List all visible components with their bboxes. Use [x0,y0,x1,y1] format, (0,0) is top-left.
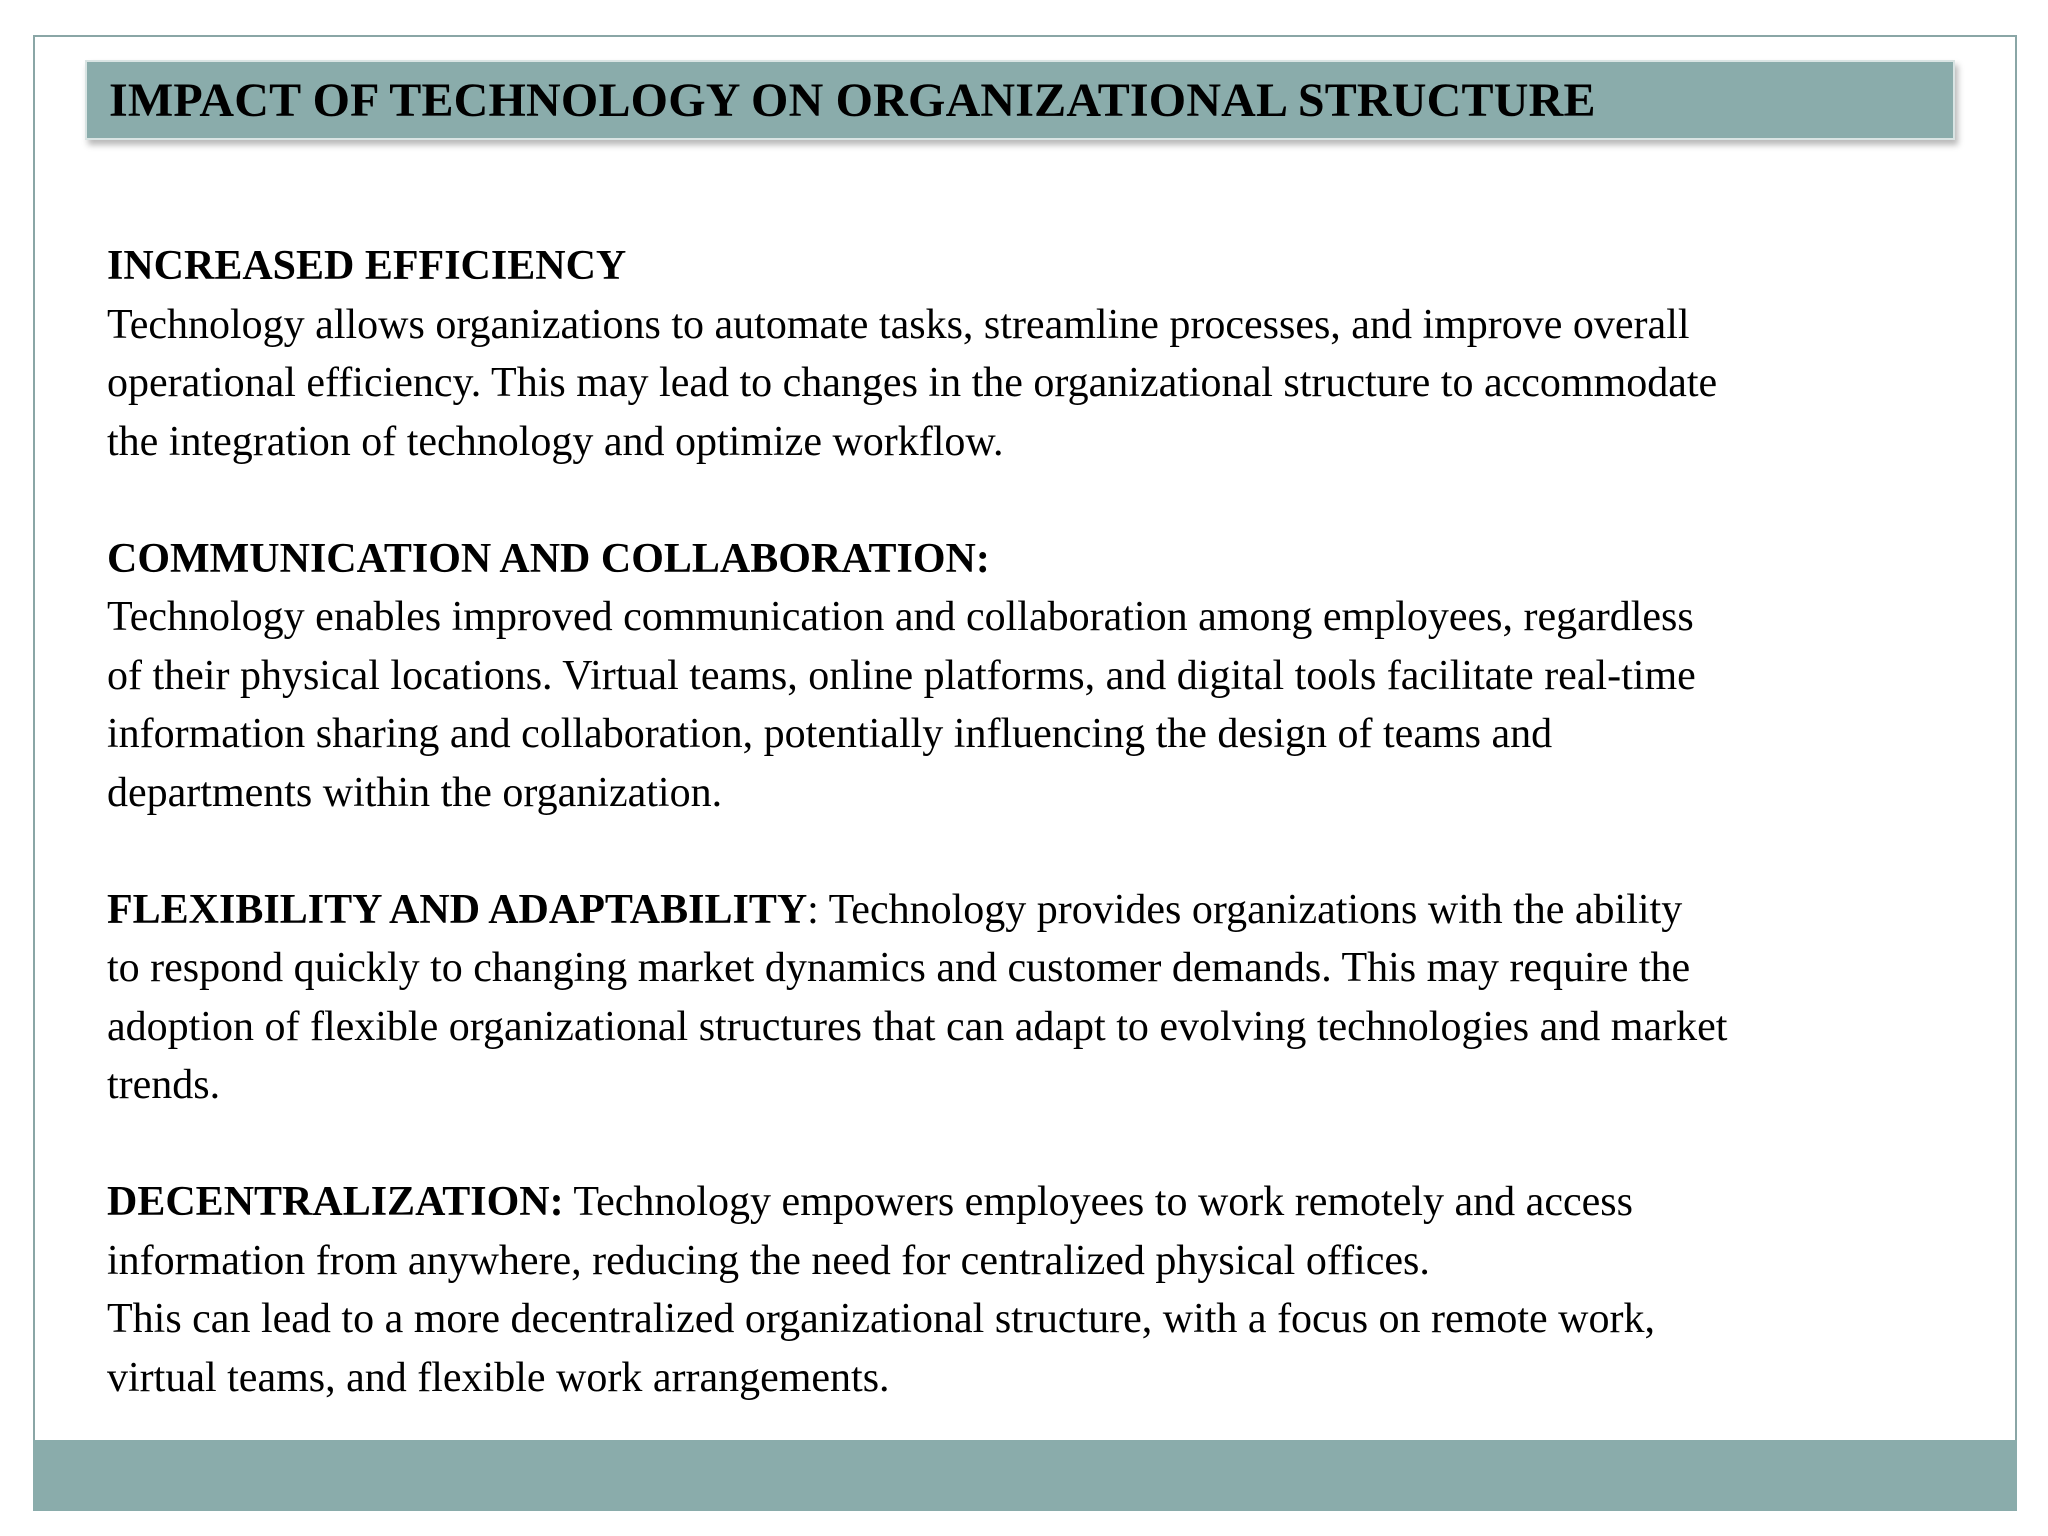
body-line: operational efficiency. This may lead to changes in the organizational structure to accommodate [107,360,1718,406]
title-bar [85,60,1955,140]
body-line: departments within the organization. [107,769,723,816]
heading-continuation: : Technology provides organizations with the ability [807,886,1683,933]
section-heading: DECENTRALIZATION: [107,1179,564,1225]
section-heading: COMMUNICATION AND COLLABORATION: [107,535,990,582]
body-line: virtual teams, and flexible work arrangements. [107,1354,890,1401]
section-heading: INCREASED EFFICIENCY [107,243,627,289]
body-line: Technology enables improved communication and collaboration among employees, regardless [107,594,1694,640]
slide-title: IMPACT OF TECHNOLOGY ON ORGANIZATIONAL STRUCTURE [109,73,1596,127]
slide-content [107,237,1987,1407]
body-line: of their physical locations. Virtual teams, online platforms, and digital tools facilitate real-time [107,652,1696,699]
body-line: information sharing and collaboration, potentially influencing the design of teams and [107,711,1553,757]
section-flexibility-adaptability [107,881,1987,1115]
body-line-first [107,881,1987,940]
footer-bar [33,1440,2017,1511]
body-line: Technology allows organizations to automate tasks, streamline processes, and improve overall [107,301,1690,348]
body-line: the integration of technology and optimize workflow. [107,418,1004,465]
body-line: to respond quickly to changing market dynamics and customer demands. This may require the [107,945,1691,991]
body-line-first [107,1173,1987,1232]
body-line: adoption of flexible organizational structures that can adapt to evolving technologies and market [107,1003,1728,1050]
section-decentralization [107,1173,1987,1407]
body-line: information from anywhere, reducing the need for centralized physical offices. [107,1237,1430,1284]
body-line: This can lead to a more decentralized organizational structure, with a focus on remote work, [107,1296,1655,1342]
section-increased-efficiency [107,237,1987,471]
heading-continuation: Technology empowers employees to work remotely and access [563,1179,1633,1225]
section-communication-collaboration [107,530,1987,823]
section-heading: FLEXIBILITY AND ADAPTABILITY [107,886,808,933]
body-line: trends. [107,1062,221,1108]
